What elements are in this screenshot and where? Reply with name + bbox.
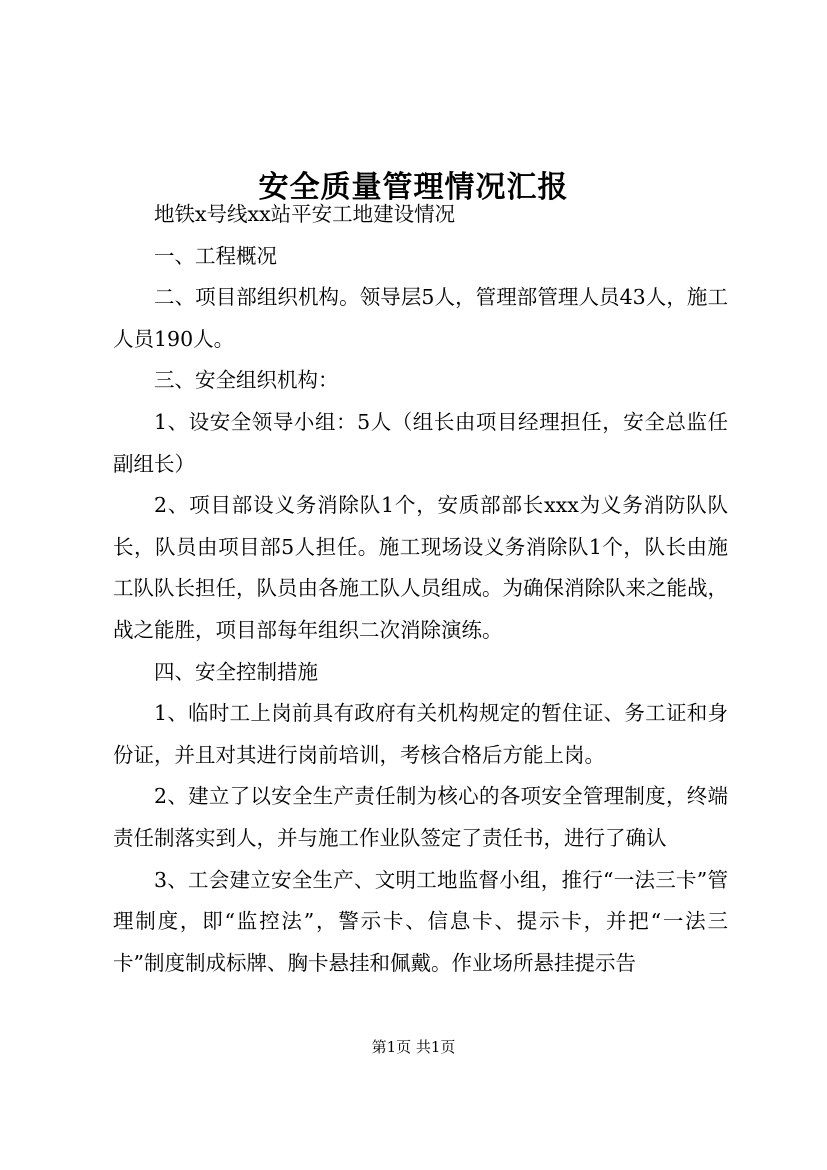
paragraph-item-3-1: 1、设安全领导小组：5人（组长由项目经理担任，安全总监任副组长） xyxy=(113,409,728,476)
page-footer: 第1页 共1页 xyxy=(371,1038,456,1056)
paragraph-item-3-2: 2、项目部设义务消除队1个，安质部部长xxx为义务消防队队长，队员由项目部5人担任。施工现场设义务消除队1个，队长由施工队队长担任，队员由各施工队人员组成。为确保消除队来之能战，战之能胜，项目部每年组织二次消除演练。 xyxy=(113,493,728,642)
paragraph-section-3: 三、安全组织机构： xyxy=(154,368,339,393)
paragraph-item-4-2: 2、建立了以安全生产责任制为核心的各项安全管理制度，终端责任制落实到人，并与施工作业队签定了责任书，进行了确认 xyxy=(113,784,728,850)
document-body xyxy=(113,194,728,984)
document-title: 安全质量管理情况汇报 xyxy=(258,170,569,206)
paragraph-section-1: 一、工程概况 xyxy=(154,243,277,268)
paragraph-project-heading: 地铁x号线xx站平安工地建设情况 xyxy=(154,202,456,226)
paragraph-section-4: 四、安全控制措施 xyxy=(154,659,318,684)
paragraph-item-4-3: 3、工会建立安全生产、文明工地监督小组，推行“一法三卡”管理制度，即“监控法”，警示卡、信息卡、提示卡，并把“一法三卡”制度制成标牌、胸卡悬挂和佩戴。作业场所悬挂提示告 xyxy=(113,867,728,975)
paragraph-section-2: 二、项目部组织机构。领导层5人，管理部管理人员43人，施工人员190人。 xyxy=(113,285,728,351)
paragraph-item-4-1: 1、临时工上岗前具有政府有关机构规定的暂住证、务工证和身份证，并且对其进行岗前培训，考核合格后方能上岗。 xyxy=(113,701,728,767)
